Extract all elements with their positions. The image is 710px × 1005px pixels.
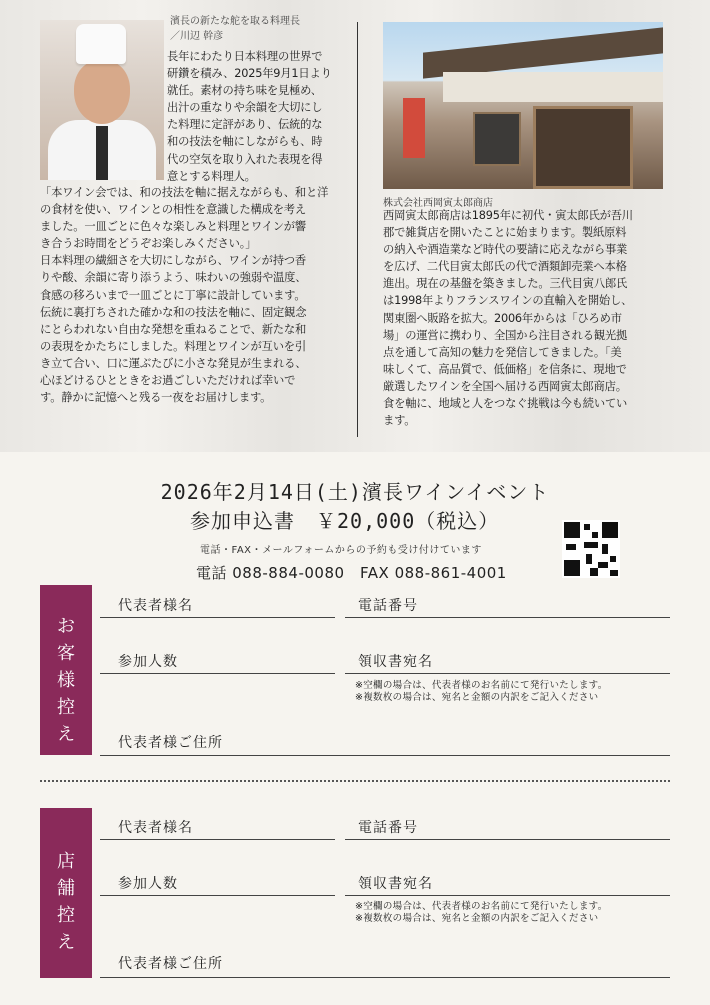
shop-line: 点を通して高知の魅力を発信してきました。「美 [383, 345, 622, 359]
receipt-note [355, 901, 608, 925]
chef-intro-line: 出汁の重なりや余韻を大切にし [167, 101, 323, 115]
shop-photo [383, 22, 663, 189]
event-booking-note: 電話・FAX・メールフォームからの予約も受け付けています [200, 545, 482, 556]
chef-message [40, 184, 350, 406]
shop-line: 郡で雑貨店を開いたことに始まります。製紙原料 [383, 226, 627, 240]
customer-copy-label: お 客 様 控 え [57, 616, 75, 745]
phone-field[interactable] [345, 617, 670, 618]
receipt-note-line: ※空欄の場合は、代表者様のお名前にて発行いたします。 [355, 680, 608, 691]
chef-message-line: 日本料理の繊細さを大切にしながら、ワインが持つ香 [40, 254, 306, 268]
shop-line: 食を軸に、地域と人をつなぐ挑戦は今も続いてい [383, 397, 628, 411]
chef-message-line: ました。一皿ごとに色々な楽しみと料理とワインが響 [40, 220, 306, 234]
chef-message-line: 心ほどけるひとときをお過ごしいただければ幸いで [40, 374, 296, 388]
shop-caption: 株式会社西岡寅太郎商店 [383, 198, 493, 209]
chef-intro [167, 48, 347, 185]
chef-message-line: す。静かに記憶へと残る一夜をお届けします。 [40, 391, 272, 405]
chef-message-line: にとらわれない自由な発想を重ねることで、新たな和 [40, 322, 307, 336]
receipt-note [355, 680, 608, 704]
participants-field[interactable] [100, 895, 335, 896]
chef-intro-line: 長年にわたり日本料理の世界で [167, 50, 323, 63]
address-field[interactable] [100, 977, 670, 978]
chef-message-line: き立て合い、口に運ぶたびに小さな発見が生まれる、 [40, 356, 307, 370]
chef-message-line: 食感の移ろいまで一皿ごとに丁寧に設計しています。 [40, 288, 306, 302]
store-copy-label: 店 舗 控 え [57, 851, 75, 953]
chef-photo [40, 20, 164, 180]
chef-message-line: の食材を使い、ワインとの相性を意識した構成を考え [40, 203, 306, 217]
address-label: 代表者様ご住所 [118, 956, 223, 972]
phone-field[interactable] [345, 839, 670, 840]
chef-message-line: の表現をかたちにしました。料理とワインが互いを引 [40, 339, 306, 353]
shop-line: 厳選したワインを全国へ届ける西岡寅太郎商店。 [383, 379, 627, 393]
receipt-to-field[interactable] [345, 895, 670, 896]
shop-line: の納入や酒造業など時代の要請に応えながら事業 [383, 243, 628, 257]
chef-intro-line: 代の空気を取り入れた表現を得 [167, 152, 323, 166]
address-label: 代表者様ご住所 [118, 735, 223, 751]
shop-line: 進出。現在の基盤を築きました。三代目寅八郎氏 [383, 277, 628, 291]
rep-name-label: 代表者様名 [118, 598, 193, 614]
chef-intro-line: 研鑽を積み、2025年9月1日より [167, 67, 332, 81]
customer-copy-tab [40, 585, 92, 755]
chef-intro-line: た料理に定評があり、伝統的な [167, 118, 323, 132]
qr-code[interactable] [562, 520, 620, 578]
receipt-to-label: 領収書宛名 [358, 876, 433, 892]
receipt-to-label: 領収書宛名 [358, 654, 433, 670]
cut-line [40, 780, 670, 782]
shop-description [383, 207, 669, 429]
participants-field[interactable] [100, 673, 335, 674]
shop-line: を広げ、二代目寅太郎氏の代で酒類卸売業へ本格 [383, 260, 627, 274]
chef-intro-line: 就任。素材の持ち味を見極め、 [167, 84, 322, 98]
participants-label: 参加人数 [118, 876, 178, 892]
chef-message-line: 伝統に裏打ちされた確かな和の技法を軸に、固定観念 [40, 305, 307, 319]
column-divider [357, 22, 358, 437]
phone-label: 電話番号 [358, 820, 418, 836]
shop-line: 場」の運営に携わり、全国から注目される観光拠 [383, 328, 628, 342]
chef-intro-line: 和の技法を軸にしながらも、時 [167, 135, 323, 149]
shop-line: 味しくて、高品質で、低価格」を信条に、現地で [383, 362, 627, 376]
chef-caption-title: 濱長の新たな舵を取る料理長 [170, 16, 300, 27]
shop-line: 関東圏へ販路を拡大。2006年からは「ひろめ市 [383, 311, 622, 325]
receipt-to-field[interactable] [345, 673, 670, 674]
chef-caption-name: ／川辺 幹彦 [170, 31, 224, 42]
shop-line: は1998年よりフランスワインの直輸入を開始し、 [383, 294, 633, 308]
receipt-note-line: ※複数枚の場合は、宛名と金額の内訳をご記入ください [355, 692, 599, 703]
event-contact: 電話 088-884-0080 FAX 088-861-4001 [196, 564, 507, 582]
rep-name-field[interactable] [100, 617, 335, 618]
event-price: 参加申込書 ￥20,000（税込） [190, 509, 500, 533]
shop-line: ます。 [383, 414, 416, 428]
top-info-section [0, 0, 710, 452]
chef-caption [170, 14, 300, 44]
rep-name-label: 代表者様名 [118, 820, 193, 836]
rep-name-field[interactable] [100, 839, 335, 840]
address-field[interactable] [100, 755, 670, 756]
store-copy-tab [40, 808, 92, 978]
chef-message-line: 「本ワイン会では、和の技法を軸に据えながらも、和と洋 [40, 186, 329, 199]
receipt-note-line: ※複数枚の場合は、宛名と金額の内訳をご記入ください [355, 913, 599, 924]
chef-intro-line: 意とする料理人。 [167, 169, 256, 183]
phone-label: 電話番号 [358, 598, 418, 614]
chef-message-line: りや酸、余韻に寄り添うよう、味わいの強弱や温度、 [40, 271, 307, 285]
chef-message-line: き合うお時間をどうぞお楽しみください。」 [40, 237, 257, 251]
event-title: 2026年2月14日(土)濱長ワインイベント [160, 480, 550, 504]
shop-line: 西岡寅太郎商店は1895年に初代・寅太郎氏が吾川 [383, 209, 633, 222]
receipt-note-line: ※空欄の場合は、代表者様のお名前にて発行いたします。 [355, 901, 608, 912]
participants-label: 参加人数 [118, 654, 178, 670]
